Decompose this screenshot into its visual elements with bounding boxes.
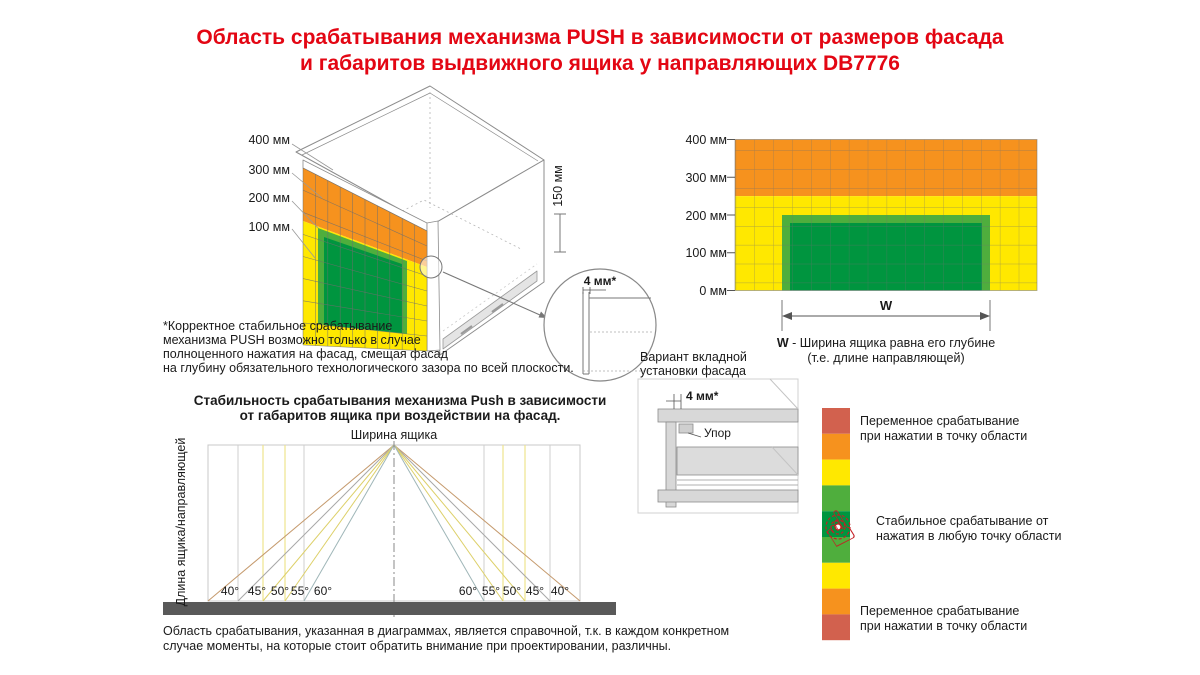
cabinet-dim-400: 400 мм bbox=[248, 133, 290, 147]
angle-right-40: 40° bbox=[550, 584, 570, 598]
angle-right-45: 45° bbox=[525, 584, 545, 598]
angle-left-40: 40° bbox=[220, 584, 240, 598]
grid2d-label-0: 0 мм bbox=[699, 284, 727, 298]
inset-stop-label: Упор bbox=[704, 426, 731, 440]
grid2d-caption-line1 bbox=[777, 336, 995, 350]
angle-left-60: 60° bbox=[313, 584, 333, 598]
angle-left-50: 50° bbox=[270, 584, 290, 598]
grid2d-label-100: 100 мм bbox=[685, 246, 727, 260]
base-bar bbox=[163, 602, 616, 615]
fan-chart-title-line1: Стабильность срабатывания механизма Push в зависимости bbox=[193, 393, 607, 408]
cabinet-dim-100: 100 мм bbox=[248, 220, 290, 234]
angle-left-45: 45° bbox=[247, 584, 267, 598]
cabinet-dim-200: 200 мм bbox=[248, 191, 290, 205]
legend-top-label-line1: Переменное срабатывание bbox=[860, 414, 1020, 428]
legend-top-label-line2: при нажатии в точку области bbox=[860, 429, 1028, 443]
legend-middle-label-line2: нажатия в любую точку области bbox=[876, 529, 1062, 543]
grid2d-caption-line2: (т.е. длине направляющей) bbox=[807, 351, 965, 365]
cabinet-side-dim-150: 150 мм bbox=[551, 165, 565, 207]
magnifier-gap-label: 4 мм* bbox=[583, 274, 617, 288]
angle-right-50: 50° bbox=[502, 584, 522, 598]
fan-chart-left-axis-label: Длина ящика/направляющей bbox=[174, 437, 188, 607]
grid2d-label-400: 400 мм bbox=[685, 133, 727, 147]
legend-bottom-label-line2: при нажатии в точку области bbox=[860, 619, 1028, 633]
angle-left-55: 55° bbox=[290, 584, 310, 598]
legend-middle-label-line1: Стабильное срабатывание от bbox=[876, 514, 1049, 528]
angle-right-55: 55° bbox=[481, 584, 501, 598]
grid2d-caption-rest: - Ширина ящика равна его глубине bbox=[788, 336, 996, 350]
page-title-line2: и габаритов выдвижного ящика у направляющих DB7776 bbox=[300, 52, 900, 75]
fan-chart-note-line1: Область срабатывания, указанная в диаграммах, является справочной, т.к. в каждом конкретном bbox=[163, 624, 730, 638]
fan-chart-title-line2: от габаритов ящика при воздействии на фасад. bbox=[239, 408, 561, 423]
grid2d-label-300: 300 мм bbox=[685, 170, 727, 185]
inset-gap-label: 4 мм* bbox=[686, 389, 719, 403]
cabinet-footnote-line2: механизма PUSH возможно только в случае bbox=[163, 333, 421, 347]
angle-right-60: 60° bbox=[458, 584, 478, 598]
cabinet-footnote-line3: полноценного нажатия на фасад, смещая фасад bbox=[163, 347, 448, 361]
fan-chart-top-axis-label: Ширина ящика bbox=[350, 428, 438, 442]
cabinet-footnote-line4: на глубину обязательного технологического зазора по всей плоскости. bbox=[163, 361, 574, 375]
cabinet-footnote-line1: *Корректное стабильное срабатывание bbox=[163, 319, 393, 333]
fan-chart-note-line2: случае моменты, на которые стоит обратить внимание при проектировании, различны. bbox=[163, 639, 672, 653]
legend-bottom-label-line1: Переменное срабатывание bbox=[860, 604, 1020, 618]
press-hand-icon: ☝ bbox=[811, 498, 865, 560]
inset-title-line1: Вариант вкладной bbox=[640, 350, 747, 364]
grid2d-label-200: 200 мм bbox=[685, 208, 727, 223]
inset-title-line2: установки фасада bbox=[640, 364, 746, 378]
cabinet-dim-300: 300 мм bbox=[248, 163, 290, 177]
grid2d-caption-w: W bbox=[776, 336, 789, 350]
page-title-line1: Область срабатывания механизма PUSH в зависимости от размеров фасада bbox=[196, 26, 1004, 49]
grid2d-width-symbol: W bbox=[879, 298, 893, 313]
